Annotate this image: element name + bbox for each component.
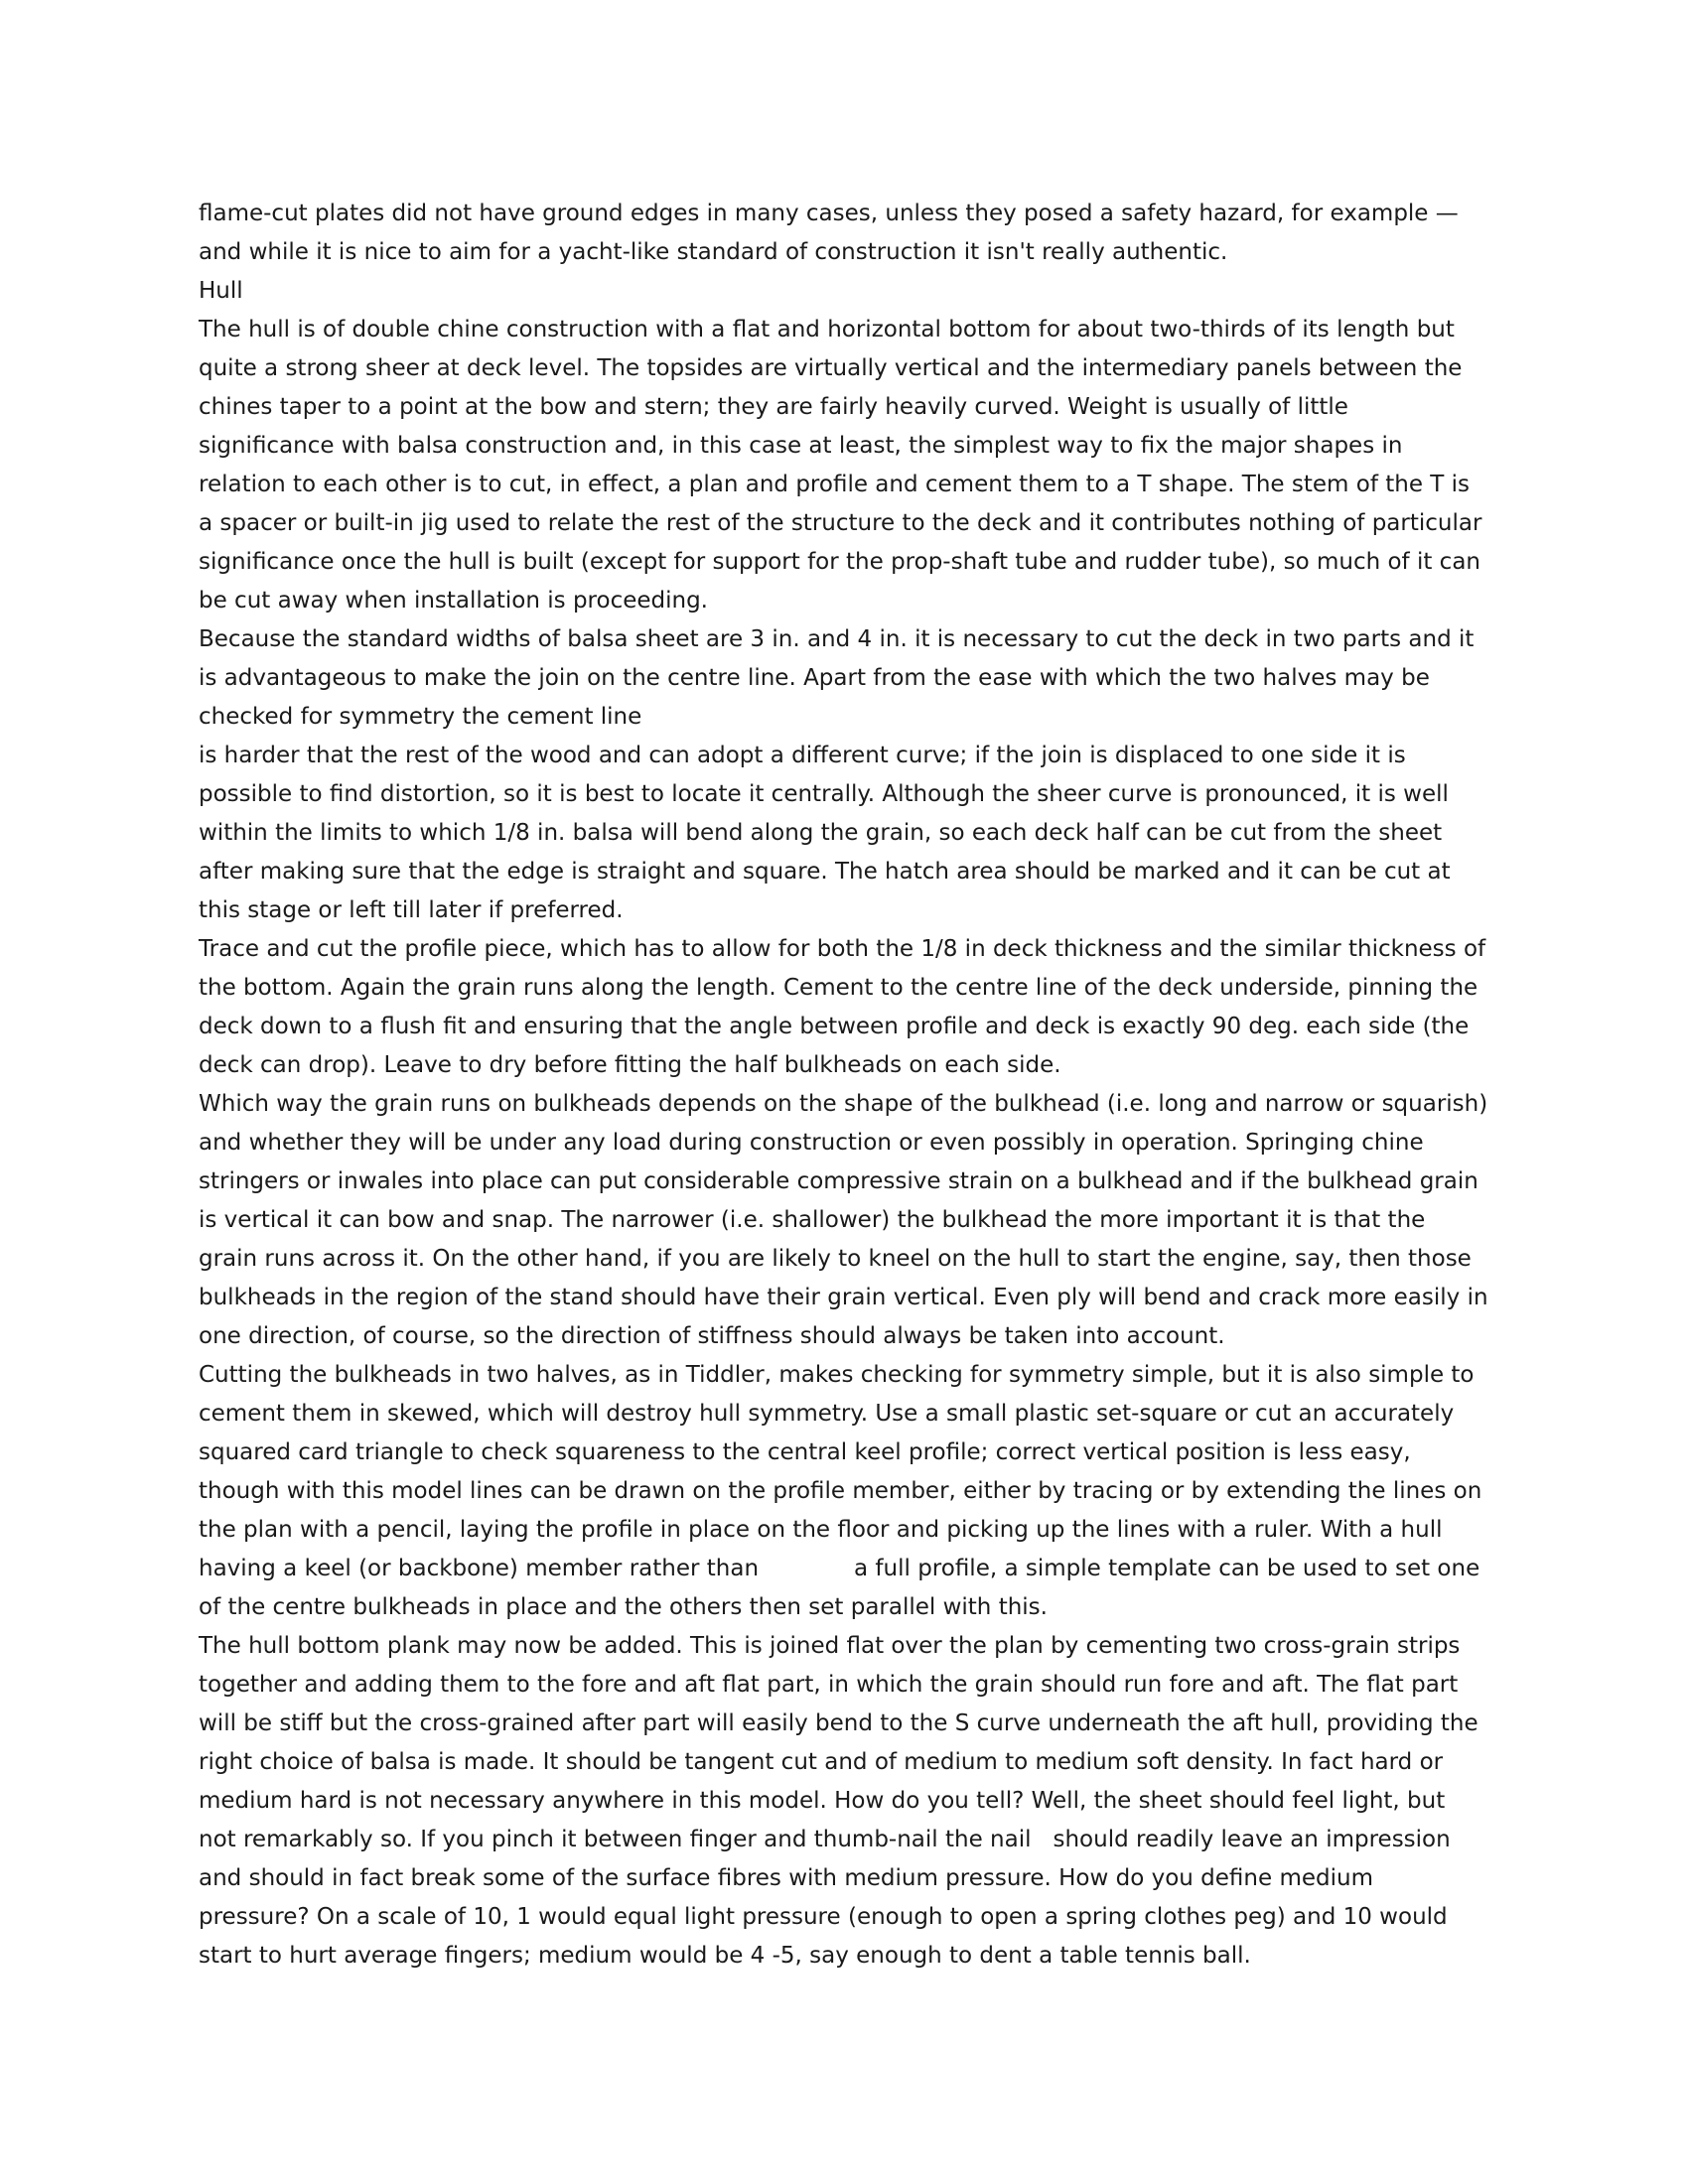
bulkhead-paragraph-part2: a full profile, a simple template can be used to set one of the centre bulkheads in place and the others then set parallel with this. [199,1556,1480,1620]
section-heading-hull: Hull [199,278,243,304]
profile-paragraph: Trace and cut the profile piece, which has to allow for both the 1/8 in deck thickness and the similar thickness of the bottom. Again the grain runs along the length. Cement to the centre line of the deck underside, pinning the deck down to a flush fit and ensuring that the angle between profile and deck is exactly 90 deg. each side (the deck can drop). Leave to dry before fitting the half bulkheads on each side. [199,936,1486,1078]
intro-paragraph: flame-cut plates did not have ground edges in many cases, unless they posed a safety hazard, for example — and while it is nice to aim for a yacht-like standard of construction it isn't really authentic. [199,201,1459,265]
bottom-paragraph-part2: should readily leave an impression and should in fact break some of the surface fibres with medium pressure. How do you define medium pressure? On a scale of 10, 1 would equal light pressure (enough to open a spring clothes peg) and 10 would start to hurt average fingers; medium would be 4 -5, say enough to dent a table tennis ball. [199,1827,1451,1969]
deck-paragraph: Because the standard widths of balsa sheet are 3 in. and 4 in. it is necessary to cut the deck in two parts and it is advantageous to make the join on the centre line. Apart from the ease with which the two halves may be checked for symmetry the cement line [199,626,1475,730]
deck-continuation-paragraph: is harder that the rest of the wood and can adopt a different curve; if the join is displaced to one side it is possible to find distortion, so it is best to locate it centrally. Although the sheer curve is pronounced, it is well within the limits to which 1/8 in. balsa will bend along the grain, so each deck half can be cut from the sheet after making sure that the edge is straight and square. The hatch area should be marked and it can be cut at this stage or left till later if preferred. [199,743,1451,923]
bottom-plank-paragraph [199,1627,1489,1976]
document-page [199,195,1489,1976]
bottom-paragraph-part1: The hull bottom plank may now be added. This is joined flat over the plan by cementing two cross-grain strips together and adding them to the fore and aft flat part, in which the grain should run fore and aft. The flat part will be stiff but the cross-grained after part will easily bend to the S curve underneath the aft hull, providing the right choice of balsa is made. It should be tangent cut and of medium to medium soft density. In fact hard or medium hard is not necessary anywhere in this model. How do you tell? Well, the sheet should feel light, but not remarkably so. If you pinch it between finger and thumb-nail the nail [199,1633,1478,1852]
bulkhead-paragraph-part1: Cutting the bulkheads in two halves, as in Tiddler, makes checking for symmetry simple, but it is also simple to cement them in skewed, which will destroy hull symmetry. Use a small plastic set-square or cut an accurately squared card triangle to check squareness to the central keel profile; correct vertical position is less easy, though with this model lines can be drawn on the profile member, either by tracing or by extending the lines on the plan with a pencil, laying the profile in place on the floor and picking up the lines with a ruler. With a hull having a keel (or backbone) member rather than [199,1362,1482,1581]
grain-paragraph: Which way the grain runs on bulkheads depends on the shape of the bulkhead (i.e. long and narrow or squarish) and whether they will be under any load during construction or even possibly in operation. Springing chine stringers or inwales into place can put considerable compressive strain on a bulkhead and if the bulkhead grain is vertical it can bow and snap. The narrower (i.e. shallower) the bulkhead the more important it is that the grain runs across it. On the other hand, if you are likely to kneel on the hull to start the engine, say, then those bulkheads in the region of the stand should have their grain vertical. Even ply will bend and crack more easily in one direction, of course, so the direction of stiffness should always be taken into account. [199,1091,1488,1349]
bulkhead-paragraph [199,1356,1489,1627]
hull-paragraph: The hull is of double chine construction with a flat and horizontal bottom for about two-thirds of its length but quite a strong sheer at deck level. The topsides are virtually vertical and the intermediary panels between the chines taper to a point at the bow and stern; they are fairly heavily curved. Weight is usually of little significance with balsa construction and, in this case at least, the simplest way to fix the major shapes in relation to each other is to cut, in effect, a plan and profile and cement them to a T shape. The stem of the T is a spacer or built-in jig used to relate the rest of the structure to the deck and it contributes nothing of particular significance once the hull is built (except for support for the prop-shaft tube and rudder tube), so much of it can be cut away when installation is proceeding. [199,317,1482,614]
